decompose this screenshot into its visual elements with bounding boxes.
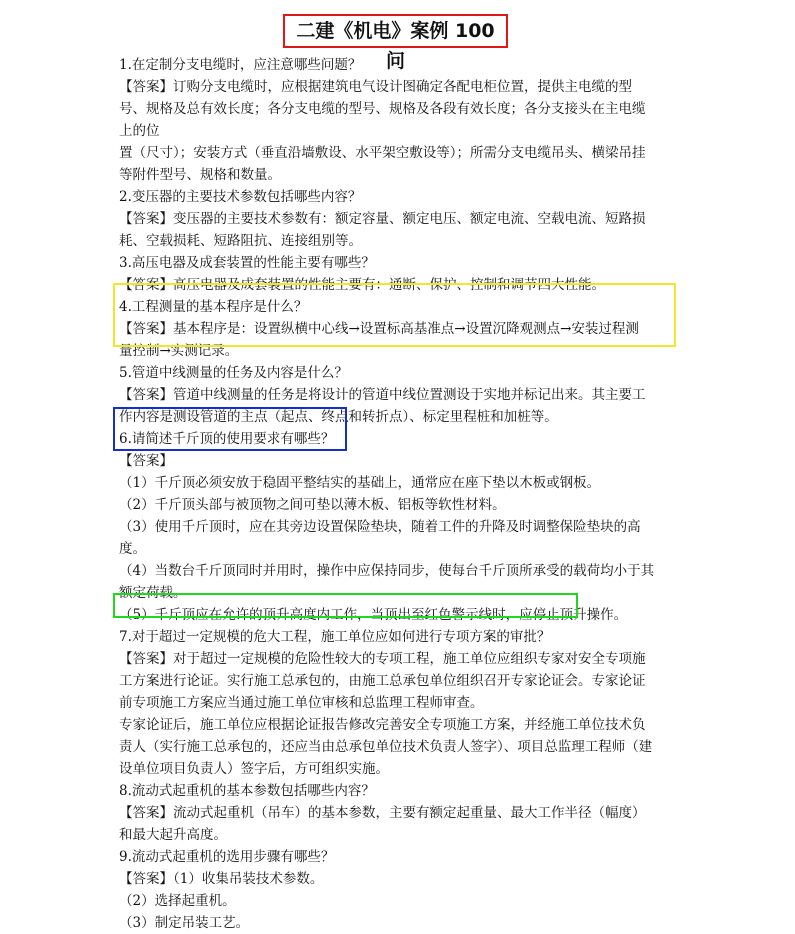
answer-line: （5）千斤顶应在允许的顶升高度内工作，当顶出至红色警示线时，应停止顶升操作。: [119, 607, 628, 623]
highlight-box-question-7: [113, 593, 578, 618]
answer-line: 前专项施工方案应当通过施工单位审核和总监理工程师审查。: [119, 695, 484, 711]
question-4: 4.工程测量的基本程序是什么？: [119, 299, 308, 315]
answer-line: 【答案】变压器的主要技术参数有：额定容量、额定电压、额定电流、空载电流、短路损: [119, 211, 646, 227]
question-1: 1.在定制分支电缆时，应注意哪些问题？: [119, 57, 362, 73]
answer-line: （3）使用千斤顶时，应在其旁边设置保险垫块，随着工件的升降及时调整保险垫块的高: [119, 519, 641, 535]
answer-line: 设单位项目负责人）签字后，方可组织实施。: [119, 761, 389, 777]
answer-line: 耗、空载损耗、短路阻抗、连接组别等。: [119, 233, 362, 249]
highlight-box-question-4: [113, 283, 676, 347]
question-2: 2.变压器的主要技术参数包括哪些内容？: [119, 189, 362, 205]
answer-line: 责人（实行施工总承包的，还应当由总承包单位技术负责人签字）、项目总监理工程师（建: [119, 739, 653, 755]
question-8: 8.流动式起重机的基本参数包括哪些内容？: [119, 783, 375, 799]
highlight-box-question-6: [113, 407, 347, 451]
answer-line: 号、规格及总有效长度；各分支电缆的型号、规格及各段有效长度；各分支接头在主电缆: [119, 101, 646, 117]
answer-line: 量控制→实测记录。: [119, 343, 239, 359]
answer-label: 【答案】: [119, 453, 173, 469]
answer-line: 作内容是测设管道的主点（起点、终点和转折点）、标定里程桩和加桩等。: [119, 409, 558, 425]
answer-line: 【答案】高压电器及成套装置的性能主要有：通断、保护、控制和调节四大性能。: [119, 277, 605, 293]
question-6: 6.请简述千斤顶的使用要求有哪些？: [119, 431, 335, 447]
answer-line: （2）千斤顶头部与被顶物之间可垫以薄木板、铝板等软性材料。: [119, 497, 506, 513]
question-3: 3.高压电器及成套装置的性能主要有哪些？: [119, 255, 375, 271]
answer-line: 【答案】（1）收集吊装技术参数。: [119, 871, 324, 887]
answer-line: （4）当数台千斤顶同时并用时，操作中应保持同步，使每台千斤顶所承受的载荷均小于其: [119, 563, 655, 579]
answer-line: 【答案】流动式起重机（吊车）的基本参数，主要有额定起重量、最大工作半径（幅度）: [119, 805, 646, 821]
answer-line: 【答案】对于超过一定规模的危险性较大的专项工程，施工单位应组织专家对安全专项施: [119, 651, 646, 667]
answer-line: 【答案】订购分支电缆时，应根据建筑电气设计图确定各配电柜位置，提供主电缆的型: [119, 79, 632, 95]
answer-line: 等附件型号、规格和数量。: [119, 167, 281, 183]
answer-line: （3）制定吊装工艺。: [119, 915, 250, 931]
question-7: 7.对于超过一定规模的危大工程，施工单位应如何进行专项方案的审批？: [119, 629, 551, 645]
document-title: 二建《机电》案例 100 问: [283, 14, 508, 48]
answer-line: 【答案】管道中线测量的任务是将设计的管道中线位置测设于实地并标记出来。其主要工: [119, 387, 646, 403]
answer-line: 度。: [119, 541, 146, 557]
question-9: 9.流动式起重机的选用步骤有哪些？: [119, 849, 335, 865]
answer-line: 上的位: [119, 123, 160, 139]
qa-body: [119, 54, 679, 934]
answer-line: 【答案】基本程序是：设置纵横中心线→设置标高基准点→设置沉降观测点→安装过程测: [119, 321, 639, 337]
answer-line: 额定荷载。: [119, 585, 187, 601]
answer-line: 和最大起升高度。: [119, 827, 227, 843]
answer-line: 置（尺寸）；安装方式（垂直沿墙敷设、水平架空敷设等）；所需分支电缆吊头、横梁吊挂: [119, 145, 646, 161]
answer-line: （2）选择起重机。: [119, 893, 236, 909]
answer-line: 专家论证后，施工单位应根据论证报告修改完善安全专项施工方案，并经施工单位技术负: [119, 717, 646, 733]
answer-line: 工方案进行论证。实行施工总承包的，由施工总承包单位组织召开专家论证会。专家论证: [119, 673, 646, 689]
answer-line: （1）千斤顶必须安放于稳固平整结实的基础上，通常应在座下垫以木板或钢板。: [119, 475, 601, 491]
question-5: 5.管道中线测量的任务及内容是什么？: [119, 365, 348, 381]
